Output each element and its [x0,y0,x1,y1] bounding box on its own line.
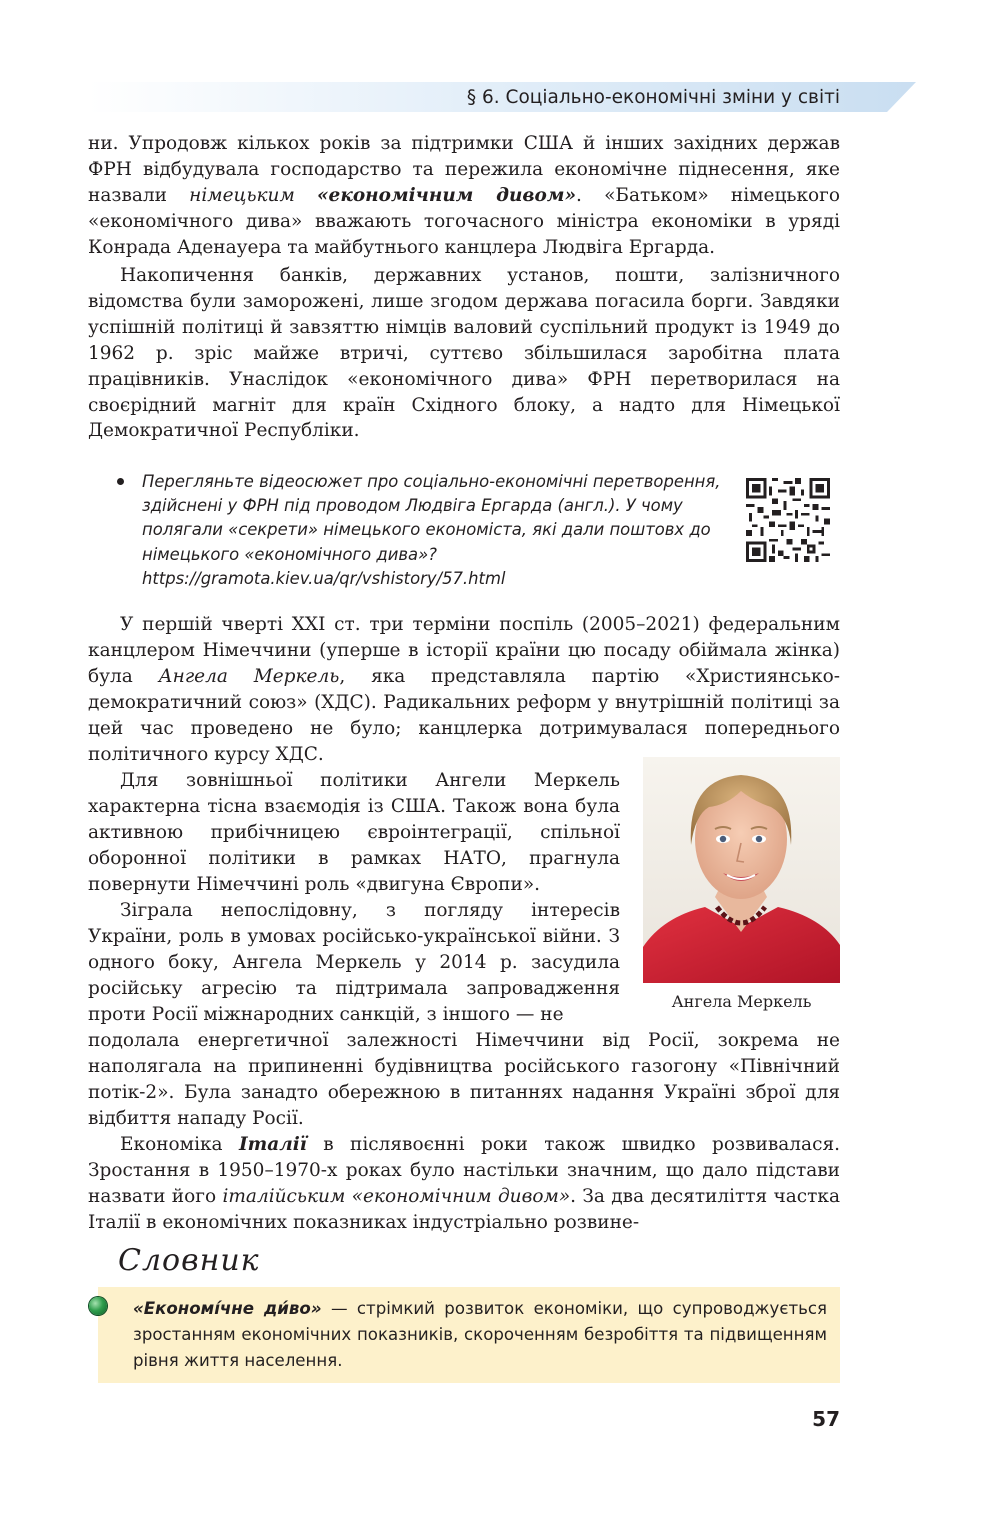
term-italian-miracle: італійським «економічним дивом» [222,1185,571,1207]
page-number: 57 [812,1407,840,1431]
paragraph-3-text-a: У першій чверті XXI ст. три терміни поспіль (2005–2021) федеральним канцлером Німеччини (уперше в історії країни цю посаду обіймала жінка) була [88,614,840,687]
paragraph-5a: Зіграла непослідовну, з погляду інтересів України, роль в умовах російсько-української війни. З одного боку, Ангела Меркель у 2014 р. засудила російську агресію та підтримала запровадження проти Росії міжнародних санкцій, з іншого — не [88,900,620,1025]
qr-code-icon[interactable] [746,478,830,562]
glossary-entry [133,1296,827,1374]
paragraph-2: Накопичення банків, державних установ, пошти, залізничного відомства були заморожені, лише згодом держава погасила борги. Завдяки успішній політиці й завзяттю німців валовий суспільний продукт із 1949 до 1962 р. зріс майже втричі, суттєво збільшилася заробітна плата працівників. Унаслідок «економічного дива» ФРН перетворилася на своєрідний магніт для країн Східного блоку, а надто для Німецької Демократичної Республіки. [88,265,840,442]
glossary-term: «Економі́чне ди́во» [133,1299,322,1318]
paragraph-3-text-b: , яка представляла партію «Християнсько-демократичний союз» (ХДС). Радикальних реформ у внутрішній політиці за цей час проведено не було; канцлерка дотримувалася попереднього політичного курсу ХДС. [88,665,841,765]
paragraph-1-text-a: ни. Упродовж кількох років за підтримки США й інших західних держав ФРН відбудувала господарство та пережила економічне піднесення, яке назвали [88,133,840,206]
paragraph-3 [88,612,840,767]
paragraph-5b: подолала енергетичної залежності Німеччини від Росії, зокрема не наполягала на припиненні будівництва російського газогону «Північний потік-2». Була занадто обережною в питаннях надання Україні зброї для відбиття нападу Росії. [88,1030,840,1129]
paragraph-6-text-c: . За два десятиліття частка Італії в економічних показниках індустріально розвине- [88,1185,840,1233]
term-german: німецьким [189,184,317,206]
paragraph-4: Для зовнішньої політики Ангели Меркель характерна тісна взаємодія із США. Також вона була активною прибічницею євроінтеграції, спільної оборонної політики в рамках НАТО, прагнула повернути Німеччині роль «двигуна Європи». [88,770,620,895]
paragraph-1 [88,131,840,261]
photo-caption: Ангела Меркель [671,992,812,1011]
glossary-heading: Словник [118,1243,260,1278]
task-block [142,470,722,591]
term-italy: Італії [238,1134,307,1155]
task-text: Перегляньте відеосюжет про соціально-економічні перетворення, здійснені у ФРН під проводом Людвіга Ергарда (англ.). У чому полягали «секрети» німецького економіста, які дали поштовх до німецького «економічного дива»? [142,472,721,564]
merkel-portrait [643,757,840,983]
term-economic-miracle: «економічним дивом» [316,184,577,206]
paragraph-6-text-a: Економіка [120,1134,239,1155]
glossary-definition: — стрімкий розвиток економіки, що супроводжується зростанням економічних показників, скороченням безробіття та підвищенням рівня життя населення. [133,1299,827,1370]
paragraph-6-text-b: в післявоєнні роки також швидко розвивалася. Зростання в 1950–1970-х роках було настільки значним, що дало підстави назвати його [88,1134,841,1207]
term-merkel: Ангела Меркель [158,665,340,687]
paragraph-6 [88,1132,840,1236]
glossary-bullet-icon [89,1297,107,1315]
paragraph-1-text-b: . «Батьком» німецького «економічного дива» вважають тогочасного міністра економіки в уряді Конрада Аденауера та майбутнього канцлера Людвіга Ергарда. [88,184,840,258]
section-title: § 6. Соціально-економічні зміни у світі [466,87,840,108]
task-url-link[interactable]: https://gramota.kiev.ua/qr/vshistory/57.html [142,568,506,588]
task-bullet [117,478,124,485]
